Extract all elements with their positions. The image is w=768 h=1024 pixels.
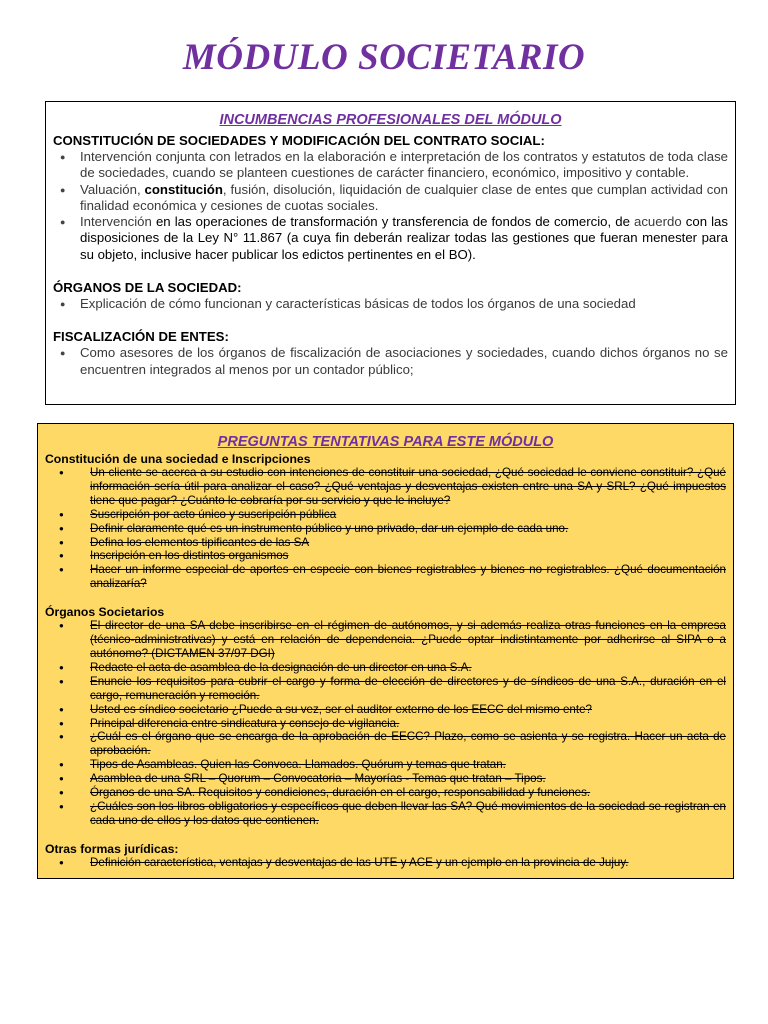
fiscalizacion-heading: FISCALIZACIÓN DE ENTES: [53,329,229,345]
page-title: MÓDULO SOCIETARIO [182,37,586,78]
item-text: acuerdo [634,214,686,230]
list-item: ● Asamblea de una SRL – Quorum – Convocatoria – Mayorías - Temas que tratan – Tipos. [45,772,726,786]
list-item: ● Intervención conjunta con letrados en la elaboración e interpretación de los contratos y estatutos de toda clase de sociedades, cuando se planteen cuestiones de carácter financiero, económico, impositivo y contable. [53,149,728,182]
constitucion-list [53,149,728,263]
list-item: ● Definición característica, ventajas y desventajas de las UTE y ACE y un ejemplo en la provincia de Jujuy. [45,856,726,870]
list-item: ● El director de una SA debe inscribirse en el régimen de autónomos, y si además realiza otras funciones en la empresa (técnico-administrativas) y está en relación de dependencia. ¿Puede optar indistintamente por adherirse al SIPA o a autónomo? (DICTAMEN 37/97 DGI) [45,619,726,661]
constitucion-preguntas-list [45,466,726,591]
preguntas-box [37,423,734,879]
otras-formas-heading: Otras formas jurídicas: [45,841,179,856]
organos-preguntas-list [45,619,726,828]
incumbencias-box [45,101,736,405]
list-item: ● Tipos de Asambleas. Quien las Convoca. Llamados. Quórum y temas que tratan. [45,758,726,772]
item-text: , fusión, disolución, liquidación de cualquier clase de entes que cumplan actividad con finalidad económica y cesiones de cuotas sociales. [80,181,728,213]
list-item: ● Un cliente se acerca a su estudio con intenciones de constituir una sociedad, ¿Qué sociedad le conviene constituir? ¿Qué información sería útil para analizar el caso? ¿Qué ventajas y desventajas existen entre una SA y SRL? ¿Qué impuestos tiene que pagar? ¿Cuánto le cobraría por su servicio y que le incluye? [45,466,726,508]
item-bold-text: constitución [144,181,223,197]
list-item: ● Usted es síndico societario ¿Puede a su vez, ser el auditor externo de los EECC del mismo ente? [45,703,726,717]
list-item: ● Redacte el acta de asamblea de la designación de un director en una S.A. [45,661,726,675]
item-text: con las disposiciones de la Ley N° 11.867 (a cuya fin deberán realizar todas las gestiones que fueran menester para su objeto, inclusive hacer publicar los edictos pertinentes en el BO). [80,214,728,262]
constitucion-heading: CONSTITUCIÓN DE SOCIEDADES Y MODIFICACIÓN DEL CONTRATO SOCIAL: [53,133,545,148]
constitucion-preguntas-heading: Constitución de una sociedad e Inscripciones [45,452,311,466]
preguntas-title: PREGUNTAS TENTATIVAS PARA ESTE MÓDULO [217,434,554,450]
organos-list [53,296,728,312]
list-item: ● Órganos de una SA. Requisitos y condiciones, duración en el cargo, responsabilidad y funciones. [45,786,726,800]
item-text: en las operaciones de transformación y transferencia de fondos de comercio, de [155,214,634,230]
organos-preguntas-heading: Órganos Societarios [45,605,165,620]
list-item: ● Suscripción por acto único y suscripción pública [45,508,726,522]
item-text: Intervención [80,214,156,230]
list-item: ● Enuncie los requisitos para cubrir el cargo y forma de elección de directores y de síndicos de una S.A., duración en el cargo, remuneración y remoción. [45,675,726,703]
list-item [53,182,728,215]
list-item: ● Explicación de cómo funcionan y características básicas de todos los órganos de una sociedad [53,296,728,312]
otras-formas-list [45,856,726,870]
list-item [53,214,728,263]
list-item: ● Defina los elementos tipificantes de las SA [45,536,726,550]
fiscalizacion-list [53,345,728,378]
list-item: ● Como asesores de los órganos de fiscalización de asociaciones y sociedades, cuando dichos órganos no se encuentren integrados al menos por un contador público; [53,345,728,378]
list-item: ● Hacer un informe especial de aportes en especie con bienes registrables y bienes no registrables. ¿Qué documentación analizaría? [45,563,726,591]
list-item: ● Principal diferencia entre sindicatura y consejo de vigilancia. [45,717,726,731]
list-item: ● ¿Cuáles son los libros obligatorios y específicos que deben llevar las SA? Qué movimientos de la sociedad se registran en cada uno de ellos y los datos que contienen. [45,800,726,828]
organos-heading: ÓRGANOS DE LA SOCIEDAD: [53,280,242,296]
list-item: ● Definir claramente qué es un instrumento público y uno privado, dar un ejemplo de cada uno. [45,522,726,536]
item-text: Valuación, [80,181,145,197]
list-item: ● Inscripción en los distintos organismos [45,549,726,563]
list-item: ● ¿Cuál es el órgano que se encarga de la aprobación de EECC? Plazo, como se asienta y se registra. Hacer un acta de aprobación. [45,730,726,758]
incumbencias-title: INCUMBENCIAS PROFESIONALES DEL MÓDULO [219,112,562,128]
